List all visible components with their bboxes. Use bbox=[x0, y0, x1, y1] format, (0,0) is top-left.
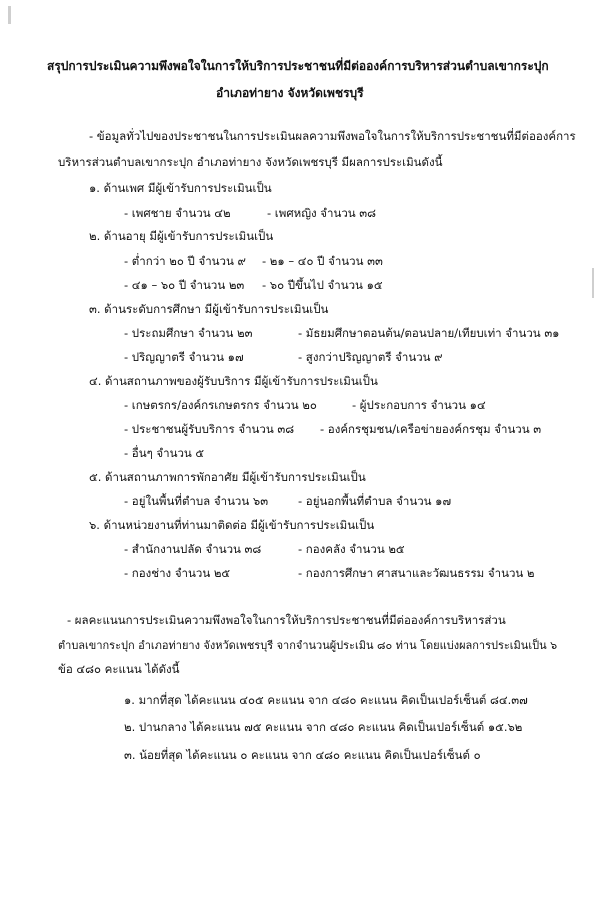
list-item: - ต่ำกว่า ๒๐ ปี จำนวน ๙ bbox=[124, 254, 246, 268]
list-item: - เพศชาย จำนวน ๔๒ bbox=[124, 206, 231, 220]
score-line1: - ผลคะแนนการประเมินความพึงพอใจในการให้บริการประชาชนที่มีต่อองค์การบริหารส่วน bbox=[67, 613, 506, 627]
intro-line1: - ข้อมูลทั่วไปของประชาชนในการประเมินผลความพึงพอใจในการให้บริการประชาชนที่มีต่อองค์การ bbox=[89, 129, 576, 143]
list-item: - ๖๐ ปีขึ้นไป จำนวน ๑๕ bbox=[262, 278, 383, 292]
section-heading-education: ๓. ด้านระดับการศึกษา มีผู้เข้ารับการประเมินเป็น bbox=[89, 302, 329, 316]
scan-mark bbox=[592, 268, 594, 298]
document-title-line1: สรุปการประเมินความพึงพอใจในการให้บริการประชาชนที่มีต่อองค์การบริหารส่วนตำบลเขากระปุก bbox=[47, 59, 549, 73]
list-item: - อยู่ในพื้นที่ตำบล จำนวน ๖๓ bbox=[124, 494, 269, 508]
list-item: - ๔๑ – ๖๐ ปี จำนวน ๒๓ bbox=[124, 278, 245, 292]
list-item: - เพศหญิง จำนวน ๓๘ bbox=[267, 206, 377, 220]
score-line3: ข้อ ๔๘๐ คะแนน ได้ดังนี้ bbox=[58, 662, 180, 676]
list-item: - ประถมศึกษา จำนวน ๒๓ bbox=[124, 326, 253, 340]
section-heading-age: ๒. ด้านอายุ มีผู้เข้ารับการประเมินเป็น bbox=[89, 229, 274, 243]
list-item: - กองการศึกษา ศาสนาและวัฒนธรรม จำนวน ๒ bbox=[298, 566, 535, 580]
score-line2: ตำบลเขากระปุก อำเภอท่ายาง จังหวัดเพชรบุรี จากจำนวนผู้ประเมิน ๘๐ ท่าน โดยแบ่งผลการประเมินเป็น ๖ bbox=[58, 639, 558, 652]
list-item: - ๒๑ – ๔๐ ปี จำนวน ๓๓ bbox=[262, 254, 383, 268]
result-item: ๓. น้อยที่สุด ได้คะแนน ๐ คะแนน จาก ๔๘๐ คะแนน คิดเป็นเปอร์เซ็นต์ ๐ bbox=[124, 748, 481, 762]
section-heading-gender: ๑. ด้านเพศ มีผู้เข้ารับการประเมินเป็น bbox=[89, 181, 272, 195]
section-heading-residence: ๕. ด้านสถานภาพการพักอาศัย มีผู้เข้ารับการประเมินเป็น bbox=[89, 470, 366, 484]
list-item: - สำนักงานปลัด จำนวน ๓๘ bbox=[124, 542, 262, 556]
list-item: - องค์กรชุมชน/เครือข่ายองค์กรชุม จำนวน ๓ bbox=[320, 422, 542, 436]
list-item: - เกษตรกร/องค์กรเกษตรกร จำนวน ๒๐ bbox=[124, 398, 317, 412]
section-heading-department: ๖. ด้านหน่วยงานที่ท่านมาติดต่อ มีผู้เข้ารับการประเมินเป็น bbox=[89, 518, 375, 532]
scan-mark bbox=[8, 6, 11, 24]
list-item: - อื่นๆ จำนวน ๕ bbox=[124, 446, 205, 460]
document-title-line2: อำเภอท่ายาง จังหวัดเพชรบุรี bbox=[216, 86, 364, 100]
list-item: - ปริญญาตรี จำนวน ๑๗ bbox=[124, 350, 244, 364]
list-item: - มัธยมศึกษาตอนต้น/ตอนปลาย/เทียบเท่า จำนวน ๓๑ bbox=[298, 326, 560, 340]
list-item: - กองคลัง จำนวน ๒๕ bbox=[298, 542, 405, 556]
result-item: ๒. ปานกลาง ได้คะแนน ๗๕ คะแนน จาก ๔๘๐ คะแนน คิดเป็นเปอร์เซ็นต์ ๑๕.๖๒ bbox=[124, 720, 523, 734]
list-item: - อยู่นอกพื้นที่ตำบล จำนวน ๑๗ bbox=[298, 494, 452, 508]
list-item: - สูงกว่าปริญญาตรี จำนวน ๙ bbox=[298, 350, 443, 364]
section-heading-status: ๔. ด้านสถานภาพของผู้รับบริการ มีผู้เข้ารับการประเมินเป็น bbox=[89, 374, 378, 388]
list-item: - กองช่าง จำนวน ๒๕ bbox=[124, 566, 231, 580]
result-item: ๑. มากที่สุด ได้คะแนน ๔๐๕ คะแนน จาก ๔๘๐ คะแนน คิดเป็นเปอร์เซ็นต์ ๘๔.๓๗ bbox=[124, 693, 528, 707]
list-item: - ผู้ประกอบการ จำนวน ๑๔ bbox=[352, 398, 486, 412]
list-item: - ประชาชนผู้รับบริการ จำนวน ๓๘ bbox=[124, 422, 295, 436]
intro-line2: บริหารส่วนตำบลเขากระปุก อำเภอท่ายาง จังหวัดเพชรบุรี มีผลการประเมินดังนี้ bbox=[58, 155, 443, 169]
